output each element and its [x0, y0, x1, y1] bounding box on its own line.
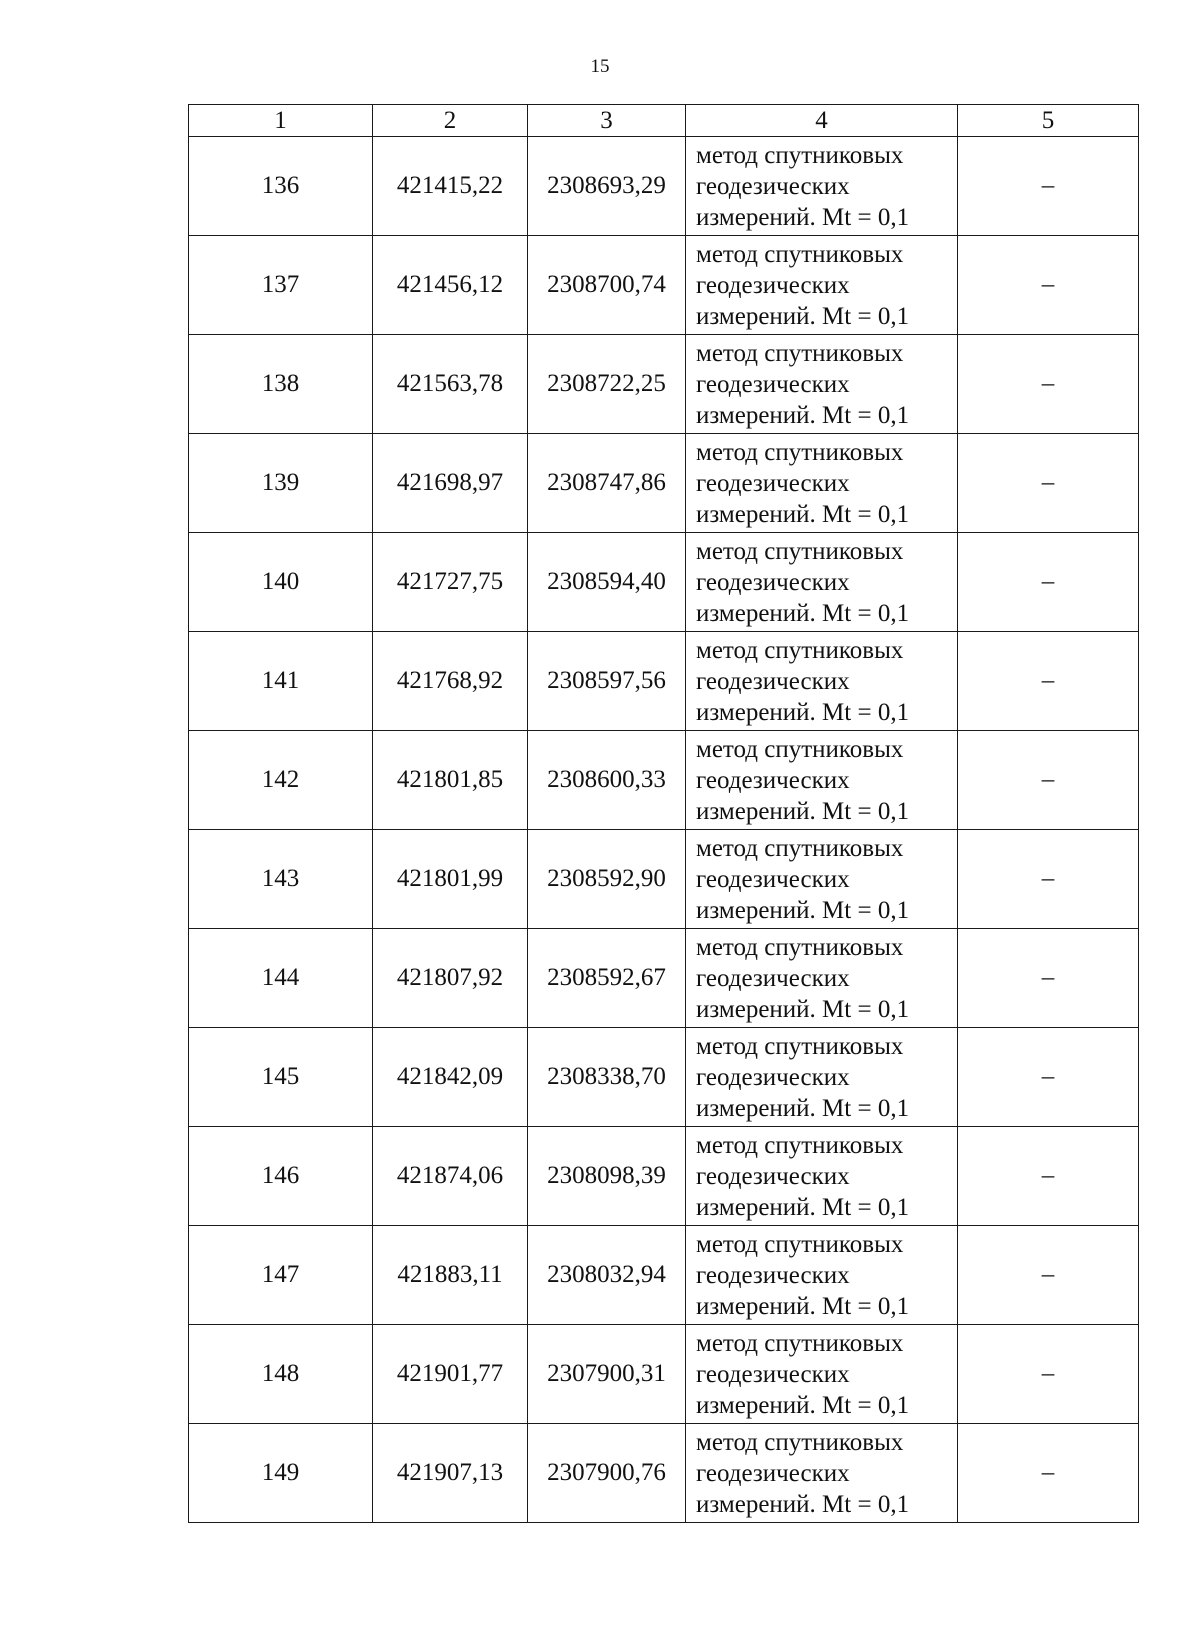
coordinate-y-cell: 2308592,67: [528, 929, 686, 1028]
method-line: измерений. Mt = 0,1: [696, 797, 910, 825]
table-row: [189, 137, 1139, 236]
coordinate-y-cell: 2308747,86: [528, 434, 686, 533]
method-cell: [686, 1226, 958, 1325]
coordinate-y-cell: 2308600,33: [528, 731, 686, 830]
method-line: геодезических: [696, 469, 850, 497]
method-cell: [686, 335, 958, 434]
coordinate-x-cell: 421415,22: [373, 137, 528, 236]
table-row: [189, 533, 1139, 632]
table-row: [189, 830, 1139, 929]
method-line: метод спутниковых: [696, 240, 904, 268]
header-row: [189, 105, 1139, 137]
note-cell: –: [958, 1127, 1139, 1226]
coordinate-y-cell: 2308338,70: [528, 1028, 686, 1127]
method-cell: [686, 1127, 958, 1226]
method-line: геодезических: [696, 964, 850, 992]
method-line: метод спутниковых: [696, 438, 904, 466]
point-number-cell: 142: [189, 731, 373, 830]
point-number-cell: 136: [189, 137, 373, 236]
method-line: измерений. Mt = 0,1: [696, 896, 910, 924]
note-cell: –: [958, 137, 1139, 236]
column-header-3: 3: [528, 105, 686, 137]
note-cell: –: [958, 929, 1139, 1028]
method-line: геодезических: [696, 1360, 850, 1388]
method-line: геодезических: [696, 1162, 850, 1190]
note-cell: –: [958, 236, 1139, 335]
method-line: измерений. Mt = 0,1: [696, 500, 910, 528]
coordinate-y-cell: 2308592,90: [528, 830, 686, 929]
method-line: измерений. Mt = 0,1: [696, 1490, 910, 1518]
table-row: [189, 1424, 1139, 1523]
note-cell: –: [958, 731, 1139, 830]
table-row: [189, 731, 1139, 830]
method-line: метод спутниковых: [696, 636, 904, 664]
method-cell: [686, 137, 958, 236]
coordinate-x-cell: 421768,92: [373, 632, 528, 731]
point-number-cell: 148: [189, 1325, 373, 1424]
method-line: измерений. Mt = 0,1: [696, 302, 910, 330]
note-cell: –: [958, 335, 1139, 434]
method-line: геодезических: [696, 865, 850, 893]
coordinate-x-cell: 421907,13: [373, 1424, 528, 1523]
table-row: [189, 1127, 1139, 1226]
coordinate-x-cell: 421801,99: [373, 830, 528, 929]
method-line: метод спутниковых: [696, 933, 904, 961]
note-cell: –: [958, 632, 1139, 731]
table-row: [189, 434, 1139, 533]
method-line: геодезических: [696, 370, 850, 398]
point-number-cell: 145: [189, 1028, 373, 1127]
point-number-cell: 149: [189, 1424, 373, 1523]
coordinate-x-cell: 421874,06: [373, 1127, 528, 1226]
coordinate-y-cell: 2308700,74: [528, 236, 686, 335]
method-cell: [686, 434, 958, 533]
method-cell: [686, 533, 958, 632]
method-line: измерений. Mt = 0,1: [696, 995, 910, 1023]
method-line: метод спутниковых: [696, 1230, 904, 1258]
method-line: метод спутниковых: [696, 1329, 904, 1357]
method-cell: [686, 1424, 958, 1523]
method-line: метод спутниковых: [696, 834, 904, 862]
page-number: 15: [590, 56, 610, 77]
method-line: измерений. Mt = 0,1: [696, 1094, 910, 1122]
point-number-cell: 144: [189, 929, 373, 1028]
table-row: [189, 1028, 1139, 1127]
method-cell: [686, 731, 958, 830]
method-cell: [686, 929, 958, 1028]
column-header-2: 2: [373, 105, 528, 137]
point-number-cell: 141: [189, 632, 373, 731]
method-line: геодезических: [696, 1459, 850, 1487]
coordinate-x-cell: 421883,11: [373, 1226, 528, 1325]
method-line: метод спутниковых: [696, 339, 904, 367]
method-line: метод спутниковых: [696, 1131, 904, 1159]
coordinate-y-cell: 2308722,25: [528, 335, 686, 434]
coordinate-y-cell: 2307900,76: [528, 1424, 686, 1523]
method-line: геодезических: [696, 1063, 850, 1091]
method-line: геодезических: [696, 1261, 850, 1289]
method-line: геодезических: [696, 667, 850, 695]
coordinate-x-cell: 421801,85: [373, 731, 528, 830]
method-line: геодезических: [696, 766, 850, 794]
method-line: геодезических: [696, 568, 850, 596]
table-header: [189, 105, 1139, 137]
note-cell: –: [958, 533, 1139, 632]
column-header-5: 5: [958, 105, 1139, 137]
coordinate-y-cell: 2307900,31: [528, 1325, 686, 1424]
method-line: метод спутниковых: [696, 537, 904, 565]
column-header-4: 4: [686, 105, 958, 137]
point-number-cell: 140: [189, 533, 373, 632]
table-row: [189, 632, 1139, 731]
coordinate-x-cell: 421727,75: [373, 533, 528, 632]
coordinate-x-cell: 421698,97: [373, 434, 528, 533]
table-row: [189, 236, 1139, 335]
table-row: [189, 1325, 1139, 1424]
coordinate-y-cell: 2308594,40: [528, 533, 686, 632]
coordinate-y-cell: 2308098,39: [528, 1127, 686, 1226]
coordinate-x-cell: 421807,92: [373, 929, 528, 1028]
table-body: [189, 137, 1139, 1523]
method-line: измерений. Mt = 0,1: [696, 401, 910, 429]
note-cell: –: [958, 1325, 1139, 1424]
point-number-cell: 139: [189, 434, 373, 533]
method-cell: [686, 830, 958, 929]
method-line: измерений. Mt = 0,1: [696, 203, 910, 231]
method-line: геодезических: [696, 271, 850, 299]
column-header-1: 1: [189, 105, 373, 137]
table-row: [189, 335, 1139, 434]
coordinate-y-cell: 2308597,56: [528, 632, 686, 731]
point-number-cell: 137: [189, 236, 373, 335]
method-line: измерений. Mt = 0,1: [696, 1391, 910, 1419]
coordinates-table: [188, 104, 1139, 1523]
note-cell: –: [958, 830, 1139, 929]
method-line: геодезических: [696, 172, 850, 200]
method-cell: [686, 632, 958, 731]
note-cell: –: [958, 434, 1139, 533]
coordinate-x-cell: 421456,12: [373, 236, 528, 335]
method-line: измерений. Mt = 0,1: [696, 698, 910, 726]
note-cell: –: [958, 1226, 1139, 1325]
method-line: метод спутниковых: [696, 735, 904, 763]
point-number-cell: 146: [189, 1127, 373, 1226]
table-row: [189, 929, 1139, 1028]
point-number-cell: 147: [189, 1226, 373, 1325]
note-cell: –: [958, 1028, 1139, 1127]
note-cell: –: [958, 1424, 1139, 1523]
method-line: измерений. Mt = 0,1: [696, 1193, 910, 1221]
method-line: измерений. Mt = 0,1: [696, 599, 910, 627]
coordinate-x-cell: 421842,09: [373, 1028, 528, 1127]
coordinate-y-cell: 2308693,29: [528, 137, 686, 236]
method-line: метод спутниковых: [696, 141, 904, 169]
method-cell: [686, 1325, 958, 1424]
method-cell: [686, 1028, 958, 1127]
point-number-cell: 143: [189, 830, 373, 929]
method-cell: [686, 236, 958, 335]
point-number-cell: 138: [189, 335, 373, 434]
coordinate-x-cell: 421563,78: [373, 335, 528, 434]
method-line: метод спутниковых: [696, 1032, 904, 1060]
table-row: [189, 1226, 1139, 1325]
coordinate-x-cell: 421901,77: [373, 1325, 528, 1424]
method-line: метод спутниковых: [696, 1428, 904, 1456]
coordinate-y-cell: 2308032,94: [528, 1226, 686, 1325]
method-line: измерений. Mt = 0,1: [696, 1292, 910, 1320]
